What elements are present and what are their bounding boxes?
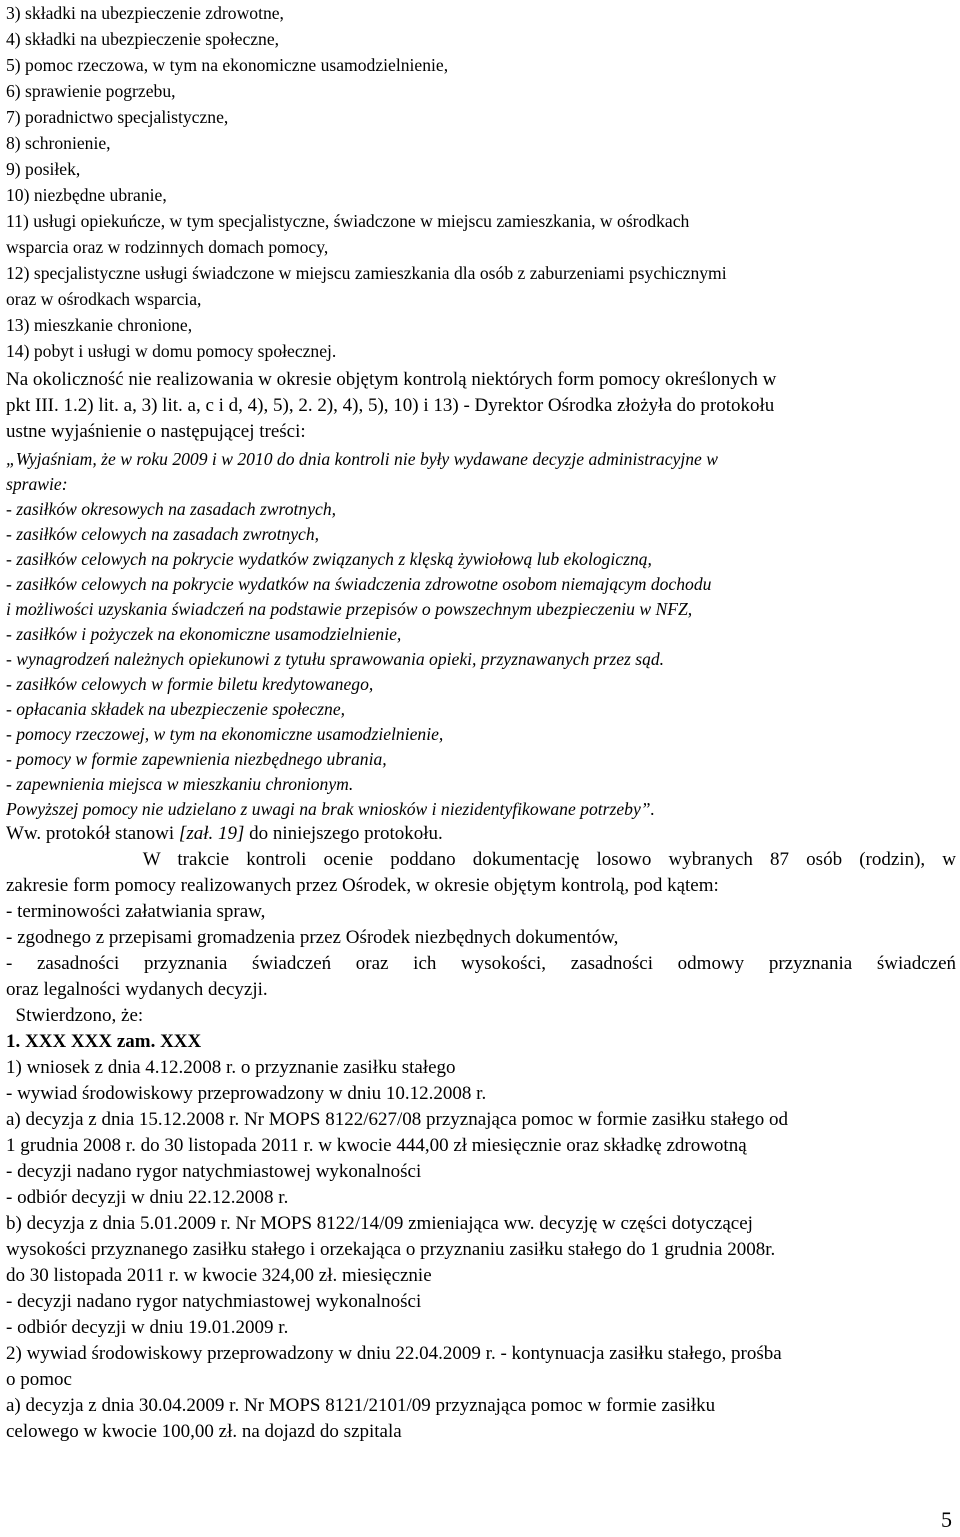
list-item: 4) składki na ubezpieczenie społeczne, [6,29,280,49]
case-heading: 1. XXX XXX zam. XXX [6,1031,202,1052]
case-line: - odbiór decyzji w dniu 19.01.2009 r. [6,1317,289,1338]
paragraph-line: ustne wyjaśnienie o następującej treści: [6,421,306,442]
list-item: 14) pobyt i usługi w domu pomocy społecznej. [6,341,337,361]
quote-line: sprawie: [6,474,68,494]
case-line: 2) wywiad środowiskowy przeprowadzony w dniu 22.04.2009 r. - kontynuacja zasiłku stałego, prośba [6,1343,782,1364]
list-item: 6) sprawienie pogrzebu, [6,81,176,101]
quote-line: „Wyjaśniam, że w roku 2009 i w 2010 do dnia kontroli nie były wydawane decyzje administracyjne w [6,449,718,469]
list-item: 12) specjalistyczne usługi świadczone w miejscu zamieszkania dla osób z zaburzeniami psychicznymi [6,263,727,283]
case-line: - decyzji nadano rygor natychmiastowej wykonalności [6,1161,422,1182]
quote-line: - zasiłków celowych na zasadach zwrotnych, [6,524,320,544]
quote-line: i możliwości uzyskania świadczeń na podstawie przepisów o powszechnym ubezpieczeniu w NFZ, [6,599,693,619]
case-line: a) decyzja z dnia 15.12.2008 r. Nr MOPS 8122/627/08 przyznająca pomoc w formie zasiłku stałego od [6,1109,788,1130]
paragraph-line: zakresie form pomocy realizowanych przez Ośrodek, w okresie objętym kontrolą, pod kątem: [6,875,719,896]
protocol-note [6,821,956,847]
quote-line: Powyższej pomocy nie udzielano z uwagi na brak wniosków i niezidentyfikowane potrzeby”. [6,799,655,819]
case-line: o pomoc [6,1369,72,1390]
list-item: 8) schronienie, [6,133,111,153]
paragraph-line: oraz legalności wydanych decyzji. [6,979,268,1000]
quote-line: - zasiłków okresowych na zasadach zwrotnych, [6,499,337,519]
paragraph-line: W trakcie kontroli ocenie poddano dokumentację losowo wybranych 87 osób (rodzin), w [6,849,956,870]
list-item: wsparcia oraz w rodzinnych domach pomocy, [6,237,329,257]
case-line: wysokości przyznanego zasiłku stałego i orzekająca o przyznaniu zasiłku stałego do 1 grudnia 2008r. [6,1239,776,1260]
quote-line: - zasiłków i pożyczek na ekonomiczne usamodzielnienie, [6,624,402,644]
quote-line: - zasiłków celowych na pokrycie wydatków związanych z klęską żywiołową lub ekologiczną, [6,549,652,569]
quote-line: - zasiłków celowych na pokrycie wydatków na świadczenia zdrowotne osobom niemającym dochodu [6,574,712,594]
quote-line: - opłacania składek na ubezpieczenie społeczne, [6,699,346,719]
quote-line: - wynagrodzeń należnych opiekunowi z tytułu sprawowania opieki, przyznawanych przez sąd. [6,649,665,669]
case-line: celowego w kwocie 100,00 zł. na dojazd do szpitala [6,1421,402,1442]
list-item: 10) niezbędne ubranie, [6,185,167,205]
case-line: - decyzji nadano rygor natychmiastowej wykonalności [6,1291,422,1312]
list-item: 7) poradnictwo specjalistyczne, [6,107,229,127]
list-item: 5) pomoc rzeczowa, w tym na ekonomiczne usamodzielnienie, [6,55,449,75]
protocol-note-text: Ww. protokół stanowi [6,823,179,844]
paragraph-line: Na okoliczność nie realizowania w okresie objętym kontrolą niektórych form pomocy określonych w [6,369,777,390]
quote-line: - zasiłków celowych w formie biletu kredytowanego, [6,674,374,694]
list-item: 9) posiłek, [6,159,81,179]
paragraph-line: pkt III. 1.2) lit. a, 3) lit. a, c i d, 4), 5), 2. 2), 4), 5), 10) i 13) - Dyrektor Ośrodka złożyła do protokołu [6,395,775,416]
quote-line: - pomocy rzeczowej, w tym na ekonomiczne usamodzielnienie, [6,724,444,744]
case-line: - odbiór decyzji w dniu 22.12.2008 r. [6,1187,289,1208]
case-line: - wywiad środowiskowy przeprowadzony w dniu 10.12.2008 r. [6,1083,487,1104]
case-line: 1 grudnia 2008 r. do 30 listopada 2011 r. w kwocie 444,00 zł miesięcznie oraz składkę zdrowotną [6,1135,747,1156]
list-item: 11) usługi opiekuńcze, w tym specjalistyczne, świadczone w miejscu zamieszkania, w ośrodkach [6,211,690,231]
case-line: do 30 listopada 2011 r. w kwocie 324,00 zł. miesięcznie [6,1265,432,1286]
quote-line: - zapewnienia miejsca w mieszkaniu chronionym. [6,774,354,794]
case-line: a) decyzja z dnia 30.04.2009 r. Nr MOPS 8121/2101/09 przyznająca pomoc w formie zasiłku [6,1395,716,1416]
list-item: 13) mieszkanie chronione, [6,315,193,335]
quote-line: - pomocy w formie zapewnienia niezbędnego ubrania, [6,749,387,769]
list-item: 3) składki na ubezpieczenie zdrowotne, [6,3,284,23]
paragraph-line: - terminowości załatwiania spraw, [6,901,266,922]
findings-label: Stwierdzono, że: [6,1005,144,1026]
case-line: 1) wniosek z dnia 4.12.2008 r. o przyznanie zasiłku stałego [6,1057,456,1078]
protocol-note-text: do niniejszego protokołu. [244,823,443,844]
case-line: b) decyzja z dnia 5.01.2009 r. Nr MOPS 8122/14/09 zmieniająca ww. decyzję w części dotyczącej [6,1213,753,1234]
paragraph-line: - zasadności przyznania świadczeń oraz ich wysokości, zasadności odmowy przyznania świadczeń [6,953,956,974]
attachment-reference: [zał. 19] [178,823,245,844]
paragraph-line: - zgodnego z przepisami gromadzenia przez Ośrodek niezbędnych dokumentów, [6,927,619,948]
list-item: oraz w ośrodkach wsparcia, [6,289,202,309]
page-number: 5 [941,1507,952,1532]
